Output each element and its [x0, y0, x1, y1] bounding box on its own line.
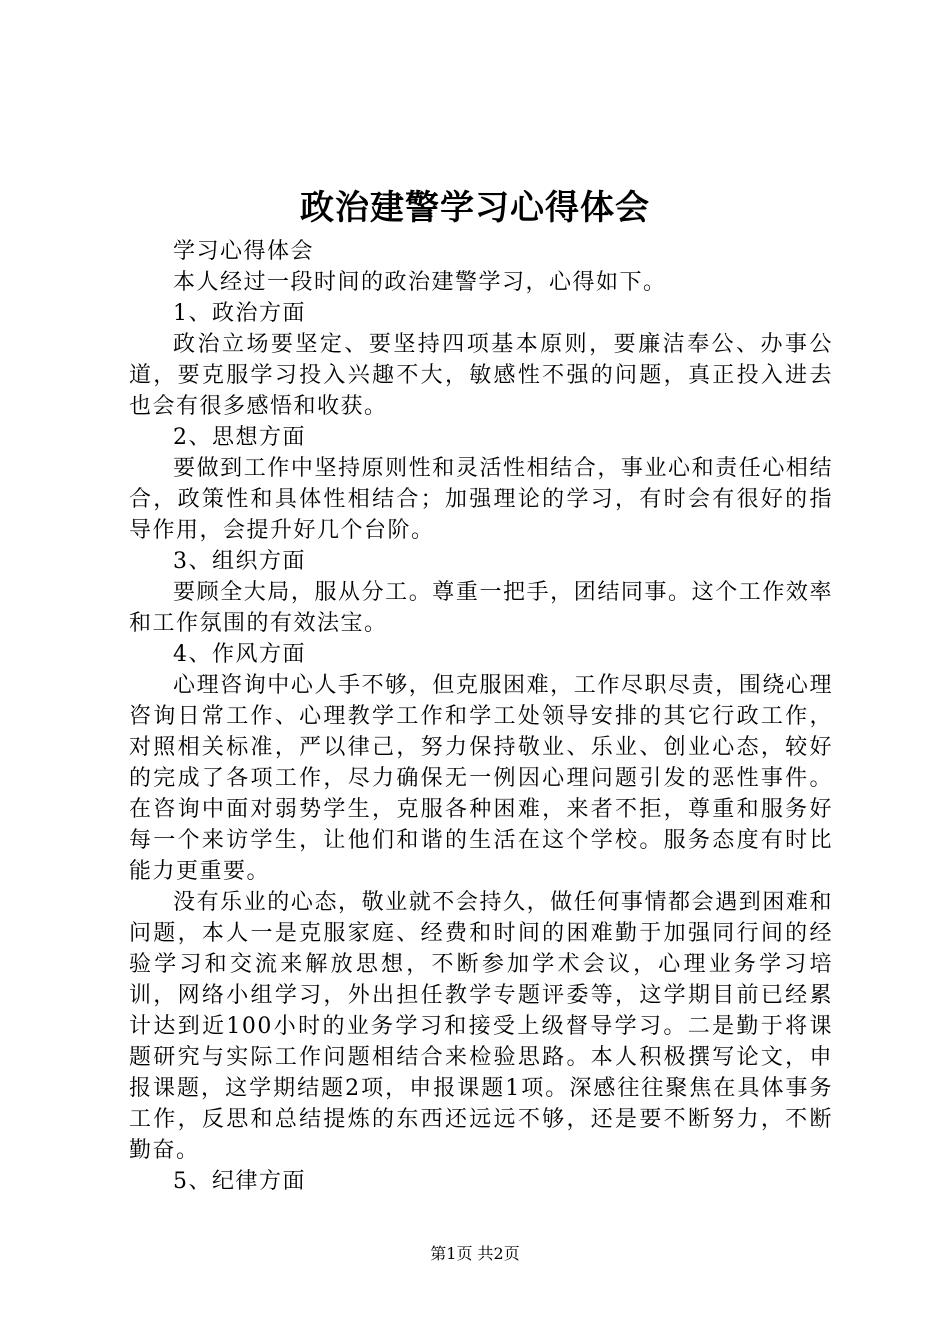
section-heading: 3、组织方面 — [173, 549, 306, 574]
document-body — [129, 236, 833, 1197]
section-heading: 4、作风方面 — [173, 642, 306, 667]
paragraph: 心理咨询中心人手不够，但克服困难，工作尽职尽责，围绕心理咨询日常工作、心理教学工作和学工处领导安排的其它行政工作，对照相关标准，严以律己，努力保持敬业、乐业、创业心态，较好的完成了各项工作，尽力确保无一例因心理问题引发的恶性事件。在咨询中面对弱势学生，克服各种困难，来者不拒，尊重和服务好每一个来访学生，让他们和谐的生活在这个学校。服务态度有时比能力更重要。 — [129, 673, 833, 884]
section-heading: 1、政治方面 — [173, 301, 306, 326]
paragraph: 没有乐业的心态，敬业就不会持久，做任何事情都会遇到困难和问题，本人一是克服家庭、经费和时间的困难勤于加强同行间的经验学习和交流来解放思想，不断参加学术会议，心理业务学习培训，网络小组学习，外出担任教学专题评委等，这学期目前已经累计达到近100小时的业务学习和接受上级督导学习。二是勤于将课题研究与实际工作问题相结合来检验思路。本人积极撰写论文，申报课题，这学期结题2项，申报课题1项。深感往往聚焦在具体事务工作，反思和总结提炼的东西还远远不够，还是要不断努力，不断勤奋。 — [129, 890, 833, 1163]
paragraph: 要做到工作中坚持原则性和灵活性相结合，事业心和责任心相结合，政策性和具体性相结合；加强理论的学习，有时会有很好的指导作用，会提升好几个台阶。 — [129, 456, 833, 543]
paragraph: 政治立场要坚定、要坚持四项基本原则，要廉洁奉公、办事公道，要克服学习投入兴趣不大，敏感性不强的问题，真正投入进去也会有很多感悟和收获。 — [129, 332, 833, 419]
paragraph: 本人经过一段时间的政治建警学习，心得如下。 — [173, 270, 667, 295]
page-footer: 第1页 共2页 — [430, 1244, 520, 1263]
section-heading: 2、思想方面 — [173, 425, 306, 450]
paragraph: 学习心得体会 — [173, 239, 315, 264]
paragraph: 要顾全大局，服从分工。尊重一把手，团结同事。这个工作效率和工作氛围的有效法宝。 — [129, 580, 833, 636]
section-heading: 5、纪律方面 — [173, 1169, 306, 1194]
document-title: 政治建警学习心得体会 — [300, 188, 650, 228]
